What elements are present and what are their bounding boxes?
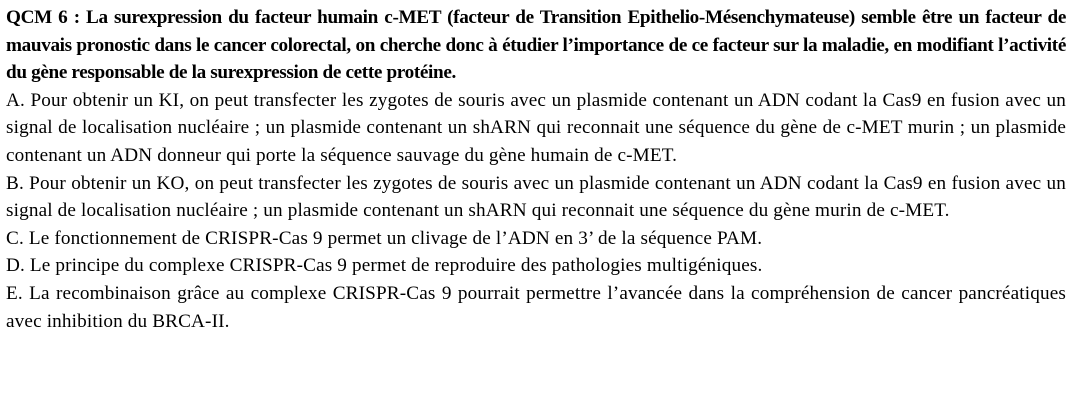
option-e: E. La recombinaison grâce au complexe CRISPR-Cas 9 pourrait permettre l’avancée dans la compréhension de cancer pancréatiques avec inhibition du BRCA-II. (6, 282, 1066, 332)
option-c: C. Le fonctionnement de CRISPR-Cas 9 permet un clivage de l’ADN en 3’ de la séquence PAM. (6, 227, 763, 249)
option-d: D. Le principe du complexe CRISPR-Cas 9 permet de reproduire des pathologies multigéniques. (6, 255, 763, 277)
option-a: A. Pour obtenir un KI, on peut transfecter les zygotes de souris avec un plasmide contenant un ADN codant la Cas9 en fusion avec un signal de localisation nucléaire ; un plasmide contenant un shARN qui reconnait une séquence du gène de c-MET murin ; un plasmide contenant un ADN donneur qui porte la séquence sauvage du gène humain de c-MET. (6, 89, 1066, 166)
option-b: B. Pour obtenir un KO, on peut transfecter les zygotes de souris avec un plasmide contenant un ADN codant la Cas9 en fusion avec un signal de localisation nucléaire ; un plasmide contenant un shARN qui reconnait une séquence du gène murin de c-MET. (6, 172, 1066, 222)
question-text: QCM 6 : La surexpression du facteur humain c-MET (facteur de Transition Epithelio-Mésenchymateuse) semble être un facteur de mauvais pronostic dans le cancer colorectal, on cherche donc à étudier l’importance de ce facteur sur la maladie, en modifiant l’activité du gène responsable de la surexpression de cette protéine. (6, 7, 1066, 84)
